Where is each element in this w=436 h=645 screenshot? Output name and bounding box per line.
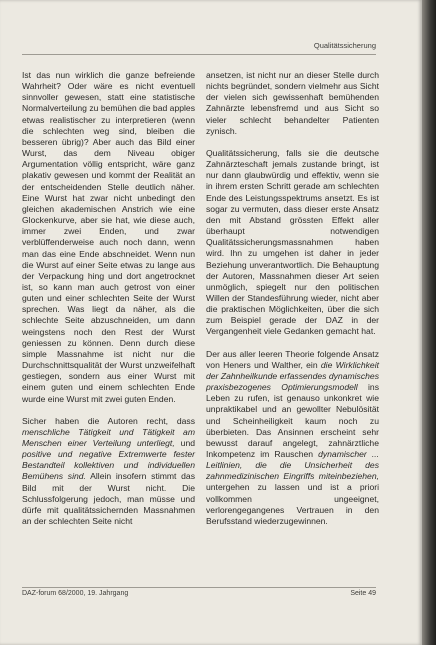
- italic-quote: positive und negative Extremwerte fester Bestandteil kollektiven und individuellen Bemühens sind.: [22, 449, 195, 482]
- text-span: ins Leben zu rufen, ist genauso unkonkret wie unpraktikabel und an gewollter Nebulösität und Scheinheiligkeit kaum noch zu überbieten. Das Ansinnen erscheint sehr bewusst darauf angelegt, zahnärztliche Inkompetenz im Rauschen: [206, 382, 379, 459]
- italic-quote: die Wirklichkeit der Zahnheilkunde erfassendes dynamisches praxisbezogenes Optimierungsmodell: [206, 359, 379, 393]
- italic-quote: dynamischer ... Leitlinien, die die Unsicherheit des zahnmedizinischen Eingriffs miteinbeziehen,: [206, 449, 379, 482]
- text-span: Allein insofern stimmt das Bild mit der Wurst nicht. Die Schlussfolgerung jedoch, man müsse und dürfe mit qualitätssichernden Massnahmen an der schlechten Seite nicht: [22, 471, 195, 527]
- text-span: und: [174, 438, 195, 448]
- left-paragraph-2: [22, 416, 195, 528]
- italic-quote: menschliche Tätigkeit und Tätigkeit am Menschen einer Verteilung unterliegt,: [22, 426, 195, 448]
- left-paragraph-1: Ist das nun wirklich die ganze befreiende Wahrheit? Oder wäre es nicht eventuell sinnvoller gewesen, statt eine statistische Normalverteilung zu bemühen die bad apples etwas realistischer zu interpretieren (wenn die schlechten weg sind, bleiben die besseren übrig)? Aber auch das Bild einer Wurst, das dem Niveau obiger Argumentation völlig entspricht, wäre ganz plakativ gewesen und kommt der Realität an der entscheidenden Stelle deutlich näher. Eine Wurst hat zwar nicht unbedingt den gleichen akademischen Anstrich wie eine Glockenkurve, aber sie hat, wie diese auch, immer zwei Enden, und zwar verblüffenderweise auch noch dann, wenn man das eine Ende abschneidet. Wenn nun die Wurst auf einer Seite etwas zu lange aus der Verpackung hing und dort angetrocknet ist, so kann man auch getrost von einer guten und einer schlechten Seite der Wurst sprechen. Was liegt da näher, als die schlechte Seite abzuschneiden, um dann weingstens noch den Rest der Wurst geniessen zu können. Denn durch diese simple Massnahme ist nicht nur die Durchschnittsqualität der Wurst unzweifelhaft gestiegen, sondern aus einer Wurst mit einem guten und einem schlechten Ende wurde eine Wurst mit zwei guten Enden.: [22, 70, 195, 404]
- text-span: Der aus aller leeren Theorie folgende Ansatz von Heners und Walther, ein: [206, 348, 379, 370]
- running-header: Qualitätssicherung: [313, 41, 376, 50]
- header-rule: [22, 54, 376, 55]
- footer-rule: [22, 587, 376, 588]
- text-span: untergehen zu lassen und ist a priori vollkommen ungeeignet, verlorengegangenes Vertrauen in den Berufsstand wiederzugewinnen.: [206, 482, 379, 526]
- left-column: [22, 70, 195, 538]
- right-paragraph-2: Qualitätssicherung, falls sie die deutsche Zahnärzteschaft jemals zustande bringt, ist nur dann glaubwürdig und effektiv, wenn sie in ihrem ersten Schritt gerade am schlechten Ende des Leistungsspektrums ansetzt. Es ist sogar zu vermuten, dass dieser erste Ansatz den mit Abstand grössten Effekt aller überhaupt notwendigen Qualitätssicherungsmassnahmen haben wird. Ihn zu umgehen ist daher in jeder Beziehung unverantwortlich. Die Behauptung der Autoren, Massnahmen dieser Art seien unmöglich, spiegelt nur den politischen Willen der Standesführung wieder, nicht aber die praktischen Möglichkeiten, über die sich zum Beispiel gerade der DAZ in der Vergangenheit viele Gedanken gemacht hat.: [206, 147, 379, 337]
- book-spine-shadow: [422, 0, 436, 645]
- text-span: Sicher haben die Autoren recht, dass: [22, 415, 195, 426]
- right-paragraph-3: [206, 349, 379, 528]
- footer-publication: DAZ-forum 68/2000, 19. Jahrgang: [22, 590, 129, 597]
- footer-page-number: Seite 49: [350, 590, 376, 597]
- right-column: [206, 70, 379, 538]
- right-paragraph-1: ansetzen, ist nicht nur an dieser Stelle durch nichts begründet, sondern vielmehr aus Sicht der vielen sich gewissenhaft bemühenden Zahnärzte lebensfremd und aus Sicht so vieler schlecht behandelter Patienten zynisch.: [206, 70, 379, 136]
